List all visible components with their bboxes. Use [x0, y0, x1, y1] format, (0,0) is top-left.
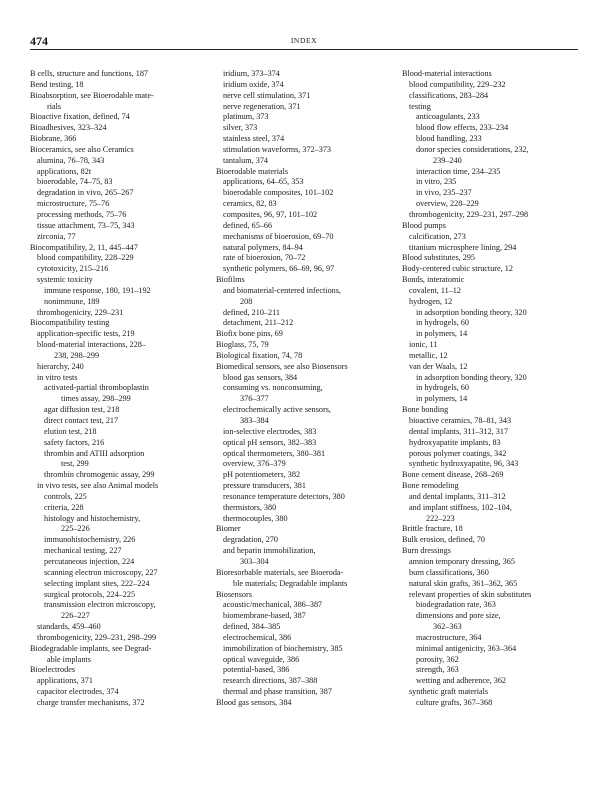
index-subentry: bioerodable composites, 101–102: [223, 188, 334, 198]
index-subentry: optical thermometers, 380–381: [223, 448, 326, 458]
index-main-entry: Bone remodeling: [402, 481, 459, 491]
index-main-entry: Bioerodable materials: [216, 166, 289, 176]
index-subentry: titanium microsphere lining, 294: [409, 242, 517, 252]
index-subentry: natural skin grafts, 361–362, 365: [409, 578, 518, 588]
index-main-entry: Blood gas sensors, 384: [216, 697, 292, 707]
index-main-entry: Blood pumps: [402, 220, 446, 230]
index-subentry: systemic toxicity: [37, 275, 93, 285]
index-subentry: tantalum, 374: [223, 155, 269, 165]
index-subentry: thermistors, 380: [223, 502, 277, 512]
index-subentry: stainless steel, 374: [223, 134, 285, 144]
index-main-entry: Blood substitutes, 295: [402, 253, 476, 263]
index-subentry: natural polymers, 84–94: [223, 242, 303, 252]
index-main-entry: Biocompatibility testing: [30, 318, 110, 328]
index-main-entry: Biocompatibility, 2, 11, 445–447: [30, 242, 138, 252]
index-subentry: percutaneous injection, 224: [44, 556, 135, 566]
index-subentry: strength, 363: [416, 665, 459, 675]
index-subentry: synthetic polymers, 66–69, 96, 97: [223, 264, 335, 274]
index-subentry: nonimmune, 189: [44, 296, 100, 306]
index-subentry: dental implants, 311–312, 317: [409, 426, 509, 436]
index-subentry: stimulation waveforms, 372–373: [223, 144, 332, 154]
index-subentry: ceramics, 82, 83: [223, 199, 277, 209]
index-subentry: porous polymer coatings, 342: [409, 448, 507, 458]
index-subentry: blood compatibility, 228–229: [37, 253, 134, 263]
index-subentry: processing methods, 75–76: [37, 209, 127, 219]
index-subentry: biomembrane-based, 387: [223, 611, 306, 621]
index-subentry: alumina, 76–78, 343: [37, 155, 105, 165]
index-entry-continuation: test, 299: [61, 459, 89, 469]
index-subentry: immunohistochemistry, 226: [44, 535, 136, 545]
index-subentry: in vitro tests: [37, 372, 78, 382]
index-main-entry: Bioglass, 75, 79: [216, 340, 269, 350]
index-subentry: nerve regeneration, 371: [223, 101, 301, 111]
index-column-2: [216, 69, 391, 709]
index-entry-continuation: ble materials; Degradable implants: [233, 578, 348, 588]
index-subentry: mechanisms of bioerosion, 69–70: [223, 231, 334, 241]
index-subentry: porosity, 362: [416, 654, 459, 664]
index-subentry: hydroxyapatite implants, 83: [409, 437, 501, 447]
index-subentry: in polymers, 14: [416, 394, 468, 404]
index-main-entry: Biodegradable implants, see Degrad-: [30, 643, 152, 653]
index-entry-continuation: 208: [240, 296, 253, 306]
index-subentry: minimal antigenicity, 363–364: [416, 643, 517, 653]
index-subentry: applications, 64–65, 353: [223, 177, 304, 187]
index-main-entry: Biomer: [216, 524, 241, 534]
index-subentry: thrombin chromogenic assay, 299: [44, 470, 155, 480]
index-subentry: thermal and phase transition, 387: [223, 687, 332, 697]
index-entry-continuation: times assay, 298–299: [61, 394, 131, 404]
index-subentry: resonance temperature detectors, 380: [223, 491, 345, 501]
index-main-entry: Bone bonding: [402, 405, 449, 415]
index-subentry: defined, 384–385: [223, 622, 281, 632]
index-subentry: elution test, 218: [44, 426, 97, 436]
index-main-entry: Body-centered cubic structure, 12: [402, 264, 513, 274]
index-subentry: synthetic hydroxyapatite, 96, 343: [409, 459, 519, 469]
index-entry-continuation: 226–227: [61, 611, 90, 621]
index-subentry: hydrogen, 12: [409, 296, 453, 306]
index-subentry: thrombogenicity, 229–231: [37, 307, 124, 317]
index-subentry: immune response, 180, 191–192: [44, 285, 151, 295]
index-subentry: covalent, 11–12: [409, 285, 461, 295]
index-subentry: in vitro, 235: [416, 177, 457, 187]
index-entry-continuation: 362–363: [433, 622, 462, 632]
index-subentry: charge transfer mechanisms, 372: [37, 697, 145, 707]
index-main-entry: Bioactive fixation, defined, 74: [30, 112, 130, 122]
index-subentry: safety factors, 216: [44, 437, 105, 447]
index-entry-continuation: 225–226: [61, 524, 90, 534]
index-subentry: blood compatibility, 229–232: [409, 79, 506, 89]
index-subentry: applications, 371: [37, 676, 93, 686]
index-subentry: tissue attachment, 73–75, 343: [37, 220, 135, 230]
index-main-entry: Bonds, interatomic: [402, 275, 465, 285]
index-subentry: agar diffusion test, 218: [44, 405, 120, 415]
index-subentry: amnion temporary dressing, 365: [409, 556, 515, 566]
index-subentry: anticoagulants, 233: [416, 112, 480, 122]
index-main-entry: Bioceramics, see also Ceramics: [30, 144, 134, 154]
index-subentry: van der Waals, 12: [409, 361, 468, 371]
index-subentry: and dental implants, 311–312: [409, 491, 506, 501]
index-subentry: histology and histochemistry,: [44, 513, 141, 523]
index-subentry: standards, 459–460: [37, 622, 101, 632]
index-main-entry: Brittle fracture, 18: [402, 524, 463, 534]
index-subentry: thrombogenicity, 229–231, 297–298: [409, 209, 529, 219]
index-main-entry: Biosensors: [216, 589, 252, 599]
index-main-entry: Biomedical sensors, see also Biosensors: [216, 361, 348, 371]
index-subentry: scanning electron microscopy, 227: [44, 567, 158, 577]
index-subentry: degradation in vivo, 265–267: [37, 188, 134, 198]
index-subentry: acoustic/mechanical, 386–387: [223, 600, 323, 610]
index-main-entry: Bend testing, 18: [30, 79, 84, 89]
index-subentry: application-specific tests, 219: [37, 329, 135, 339]
index-main-entry: B cells, structure and functions, 187: [30, 69, 149, 78]
index-column-1: [30, 69, 205, 709]
index-subentry: burn classifications, 360: [409, 567, 489, 577]
index-subentry: synthetic graft materials: [409, 687, 489, 697]
index-entry-continuation: 376–377: [240, 394, 269, 404]
index-subentry: pressure transducers, 381: [223, 481, 306, 491]
index-subentry: blood-material interactions, 228–: [37, 340, 146, 350]
index-subentry: metallic, 12: [409, 350, 448, 360]
index-subentry: bioerodable, 74–75, 83: [37, 177, 113, 187]
index-subentry: surgical protocols, 224–225: [44, 589, 136, 599]
index-subentry: blood flow effects, 233–234: [416, 123, 509, 133]
index-subentry: calcification, 273: [409, 231, 466, 241]
index-subentry: relevant properties of skin substitutes: [409, 589, 532, 599]
index-main-entry: Bioresorbable materials, see Bioeroda-: [216, 567, 344, 577]
index-subentry: wetting and adherence, 362: [416, 676, 507, 686]
running-head: INDEX: [290, 36, 318, 45]
index-subentry: research directions, 387–388: [223, 676, 318, 686]
index-subentry: direct contact test, 217: [44, 416, 119, 425]
index-subentry: electrochemically active sensors,: [223, 405, 331, 415]
index-entry-continuation: 383–384: [240, 416, 269, 425]
index-subentry: composites, 96, 97, 101–102: [223, 209, 318, 219]
index-entry-continuation: rials: [47, 101, 62, 111]
index-subentry: consuming vs. nonconsuming,: [223, 383, 323, 393]
index-subentry: controls, 225: [44, 491, 87, 501]
index-entry-continuation: 238, 298–299: [54, 350, 100, 360]
index-column-3: [402, 69, 577, 709]
index-subentry: applications, 82t: [37, 166, 92, 176]
index-main-entry: Bioelectrodes: [30, 665, 76, 675]
index-subentry: nerve cell stimulation, 371: [223, 90, 311, 100]
index-subentry: optical pH sensors, 382–383: [223, 437, 317, 447]
index-subentry: in adsorption bonding theory, 320: [416, 372, 527, 382]
index-subentry: interaction time, 234–235: [416, 166, 501, 176]
index-subentry: capacitor electrodes, 374: [37, 687, 119, 697]
index-main-entry: Burn dressings: [402, 546, 451, 556]
index-subentry: biodegradation rate, 363: [416, 600, 496, 610]
index-main-entry: Biofix bone pins, 69: [216, 329, 283, 339]
index-entry-continuation: able implants: [47, 654, 91, 664]
index-subentry: iridium oxide, 374: [223, 79, 284, 89]
index-subentry: overview, 376–379: [223, 459, 286, 469]
index-subentry: thrombin and ATIII adsorption: [44, 448, 145, 458]
index-subentry: pH potentiometers, 382: [223, 470, 301, 480]
index-subentry: donor species considerations, 232,: [416, 144, 529, 154]
index-main-entry: Biofilms: [216, 275, 245, 285]
index-subentry: in vivo tests, see also Animal models: [37, 481, 159, 491]
index-subentry: microstructure, 75–76: [37, 199, 110, 209]
index-subentry: macrostructure, 364: [416, 632, 482, 642]
index-subentry: ionic, 11: [409, 340, 438, 350]
index-main-entry: Biological fixation, 74, 78: [216, 350, 303, 360]
index-subentry: and biomaterial-centered infections,: [223, 285, 341, 295]
index-main-entry: Bioabsorption, see Bioerodable mate-: [30, 90, 154, 100]
index-subentry: and heparin immobilization,: [223, 546, 316, 556]
index-subentry: transmission electron microscopy,: [44, 600, 156, 610]
index-main-entry: Bulk erosion, defined, 70: [402, 535, 485, 545]
index-subentry: in hydrogels, 60: [416, 383, 469, 393]
index-subentry: detachment, 211–212: [223, 318, 294, 328]
index-entry-continuation: 303–304: [240, 556, 269, 566]
index-subentry: defined, 210–211: [223, 307, 280, 317]
index-entry-continuation: 239–240: [433, 155, 462, 165]
index-subentry: platinum, 373: [223, 112, 269, 122]
index-subentry: thrombogenicity, 229–231, 298–299: [37, 632, 157, 642]
index-subentry: optical waveguide, 386: [223, 654, 300, 664]
index-subentry: cytotoxicity, 215–216: [37, 264, 109, 274]
index-subentry: culture grafts, 367–368: [416, 697, 493, 707]
index-subentry: zirconia, 77: [37, 231, 76, 241]
header-rule: [30, 49, 578, 50]
index-subentry: electrochemical, 386: [223, 632, 292, 642]
index-subentry: hierarchy, 240: [37, 361, 84, 371]
index-subentry: activated-partial thromboplastin: [44, 383, 149, 393]
index-subentry: blood handling, 233: [416, 134, 482, 144]
index-subentry: mechanical testing, 227: [44, 546, 122, 556]
index-subentry: degradation, 270: [223, 535, 279, 545]
index-subentry: dimensions and pore size,: [416, 611, 501, 621]
index-subentry: silver, 373: [223, 123, 258, 133]
index-subentry: ion-selective electrodes, 383: [223, 426, 317, 436]
index-subentry: thermocouples, 380: [223, 513, 288, 523]
index-subentry: iridium, 373–374: [223, 69, 280, 78]
index-subentry: in polymers, 14: [416, 329, 468, 339]
index-subentry: classifications, 283–284: [409, 90, 489, 100]
index-subentry: blood gas sensors, 384: [223, 372, 298, 382]
page-number: 474: [30, 34, 48, 48]
index-main-entry: Bone cement disease, 268–269: [402, 470, 504, 480]
index-subentry: rate of bioerosion, 70–72: [223, 253, 306, 263]
index-subentry: criteria, 228: [44, 502, 84, 512]
index-subentry: bioactive ceramics, 78–81, 343: [409, 416, 512, 425]
index-subentry: overview, 228–229: [416, 199, 479, 209]
index-subentry: in adsorption bonding theory, 320: [416, 307, 527, 317]
index-main-entry: Biobrane, 366: [30, 134, 77, 144]
index-subentry: in vivo, 235–237: [416, 188, 472, 198]
index-subentry: testing: [409, 101, 431, 111]
index-main-entry: Bioadhesives, 323–324: [30, 123, 107, 133]
index-subentry: in hydrogels, 60: [416, 318, 469, 328]
index-subentry: defined, 65–66: [223, 220, 273, 230]
index-subentry: potential-based, 386: [223, 665, 290, 675]
index-subentry: selecting implant sites, 222–224: [44, 578, 150, 588]
index-entry-continuation: 222–223: [426, 513, 455, 523]
index-main-entry: Blood-material interactions: [402, 69, 492, 78]
index-subentry: and implant stiffness, 102–104,: [409, 502, 512, 512]
index-subentry: immobilization of biochemistry, 385: [223, 643, 343, 653]
